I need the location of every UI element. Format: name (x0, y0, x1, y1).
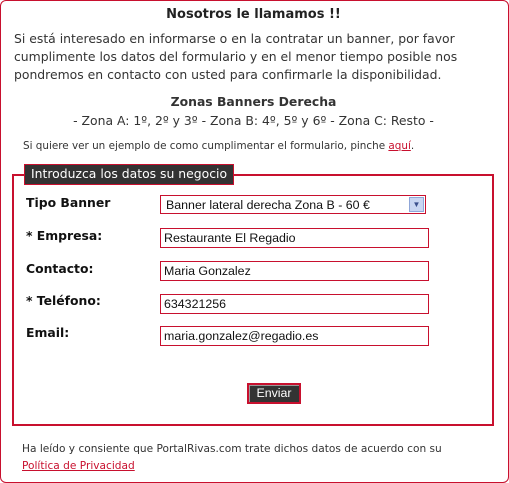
privacy-text: Ha leído y consiente que PortalRivas.com trate dichos datos de acuerdo con su (22, 443, 442, 455)
empresa-input[interactable]: Restaurante El Regadio (160, 228, 429, 248)
example-text: Si quiere ver un ejemplo de como cumplimentar el formulario, pinche (23, 140, 389, 152)
chevron-down-icon[interactable]: ▼ (409, 197, 424, 212)
email-input[interactable]: maria.gonzalez@regadio.es (160, 326, 429, 346)
zonas-list: - Zona A: 1º, 2º y 3º - Zona B: 4º, 5º y 6º - Zona C: Resto - (73, 113, 434, 128)
privacy-policy-link[interactable]: Política de Privacidad (22, 460, 135, 472)
zonas-title: Zonas Banners Derecha (170, 94, 337, 109)
contacto-input[interactable]: Maria Gonzalez (160, 261, 429, 281)
example-end: . (410, 140, 415, 152)
telefono-input[interactable]: 634321256 (160, 294, 429, 314)
tipo-banner-value: Banner lateral derecha Zona B - 60 € (166, 198, 370, 212)
form-legend: Introduzca los datos su negocio (24, 164, 234, 185)
page-title: Nosotros le llamamos !! (166, 7, 341, 22)
intro-text: Si está interesado en informarse o en la contratar un banner, por favor cumplimente los datos del formulario y en el menor tiempo posible nos pondremos en contacto con usted para confirmarle la disponibilidad. (14, 31, 458, 82)
contacto-label: Contacto: (26, 261, 94, 276)
empresa-label: * Empresa: (26, 228, 103, 243)
example-note (23, 140, 414, 152)
enviar-button[interactable]: Enviar (247, 383, 301, 404)
example-link[interactable]: aquí (388, 140, 411, 152)
telefono-label: * Teléfono: (26, 293, 101, 308)
tipo-banner-select[interactable] (160, 195, 426, 214)
email-label: Email: (26, 325, 70, 340)
privacy-note (22, 441, 492, 475)
tipo-banner-label: Tipo Banner (26, 195, 111, 210)
